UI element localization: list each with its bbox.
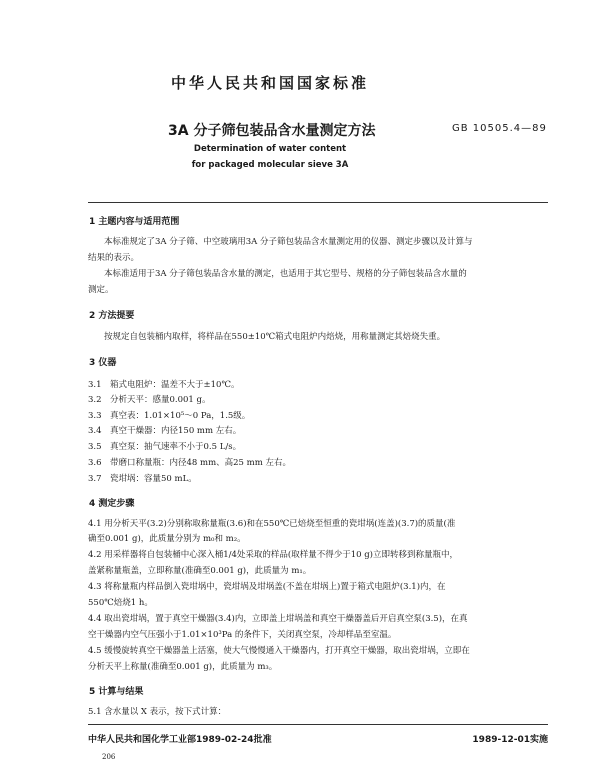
list-item	[88, 440, 241, 452]
section-1-paragraph-2-line1: 本标准适用于3A 分子筛包装品含水量的测定，也适用于其它型号、规格的分子筛包装品含水量的	[104, 269, 467, 279]
section-2-heading: 2 方法提要	[89, 311, 135, 321]
implementation-date: 1989-12-01实施	[472, 735, 548, 745]
step-4-1-line2: 确至0.001 g)，此质量分别为 m₀和 m₂。	[88, 534, 246, 544]
section-5-heading: 5 计算与结果	[89, 687, 144, 697]
document-title: 3A 分子筛包装品含水量测定方法	[168, 123, 376, 139]
item-text: 真空泵：抽气速率不小于0.5 L/s。	[110, 442, 242, 452]
list-item	[88, 456, 291, 468]
item-text: 真空干燥器：内径150 mm 左右。	[110, 426, 242, 436]
section-3-heading: 3 仪器	[89, 358, 117, 368]
footer-divider	[88, 724, 548, 725]
approval-line: 中华人民共和国化学工业部1989-02-24批准	[88, 735, 272, 745]
item-number: 3.4	[88, 426, 102, 436]
section-1-paragraph-1-line2: 结果的表示。	[88, 253, 140, 263]
step-4-1-line1: 4.1 用分析天平(3.2)分别称取称量瓶(3.6)和在550℃已焙烧至恒重的瓷坩埚(连盖)(3.7)的质量(准	[88, 519, 456, 529]
list-item	[88, 472, 197, 484]
item-text: 带磨口称量瓶：内径48 mm、高25 mm 左右。	[110, 458, 291, 468]
item-text: 箱式电阻炉：温差不大于±10℃。	[110, 380, 240, 390]
list-item	[88, 409, 250, 421]
step-4-3-line2: 550℃焙烧1 h。	[88, 598, 153, 608]
item-text: 真空表：1.01×10⁵～0 Pa，1.5级。	[110, 411, 251, 421]
list-item	[88, 424, 241, 436]
page-number: 206	[102, 753, 116, 761]
english-title-line2: for packaged molecular sieve 3A	[191, 160, 349, 170]
step-5-1: 5.1 含水量以 X 表示，按下式计算：	[88, 707, 227, 717]
standard-body-title: 中华人民共和国国家标准	[170, 74, 369, 92]
section-1-paragraph-1-line1: 本标准规定了3A 分子筛、中空玻璃用3A 分子筛包装品含水量测定用的仪器、测定步骤以及计算与	[104, 237, 473, 247]
section-4-heading: 4 测定步骤	[89, 499, 135, 509]
section-1-heading: 1 主题内容与适用范围	[89, 217, 180, 227]
step-4-2-line1: 4.2 用采样器将自包装桶中心深入桶1/4处采取的样品(取样量不得少于10 g)立即转移到称量瓶中，	[88, 550, 458, 560]
step-4-3-line1: 4.3 将称量瓶内样品倒入瓷坩埚中，瓷坩埚及坩埚盖(不盖在坩埚上)置于箱式电阻炉(3.1)内，在	[88, 582, 446, 592]
section-1-paragraph-2-line2: 测定。	[88, 285, 114, 295]
list-item	[88, 393, 210, 405]
item-number: 3.3	[88, 411, 102, 421]
english-title-line1: Determination of water content	[193, 144, 347, 154]
section-2-paragraph: 按规定自包装桶内取样，将样品在550±10℃箱式电阻炉内焙烧，用称量测定其焙烧失重。	[104, 332, 446, 342]
step-4-4-line1: 4.4 取出瓷坩埚，置于真空干燥器(3.4)内，立即盖上坩埚盖和真空干燥器盖后开启真空泵(3.5)，在真	[88, 614, 468, 624]
step-4-5-line1: 4.5 缓慢旋转真空干燥器盖上活塞，使大气慢慢通入干燥器内，打开真空干燥器，取出瓷坩埚，立即在	[88, 646, 470, 656]
item-number: 3.5	[88, 442, 102, 452]
item-number: 3.7	[88, 474, 102, 484]
header-divider	[88, 202, 548, 203]
item-number: 3.2	[88, 395, 102, 405]
step-4-5-line2: 分析天平上称量(准确至0.001 g)，此质量为 m₃。	[88, 662, 278, 672]
item-text: 瓷坩埚：容量50 mL。	[110, 474, 197, 484]
standard-code: GB 10505.4—89	[452, 123, 547, 134]
item-text: 分析天平：感量0.001 g。	[110, 395, 211, 405]
item-number: 3.1	[88, 380, 102, 390]
list-item	[88, 378, 239, 390]
step-4-4-line2: 空干燥器内空气压强小于1.01×10³Pa 的条件下，关闭真空泵，冷却样品至室温。	[88, 630, 397, 640]
item-number: 3.6	[88, 458, 102, 468]
step-4-2-line2: 盖紧称量瓶盖，立即称量(准确至0.001 g)，此质量为 m₁。	[88, 566, 312, 576]
